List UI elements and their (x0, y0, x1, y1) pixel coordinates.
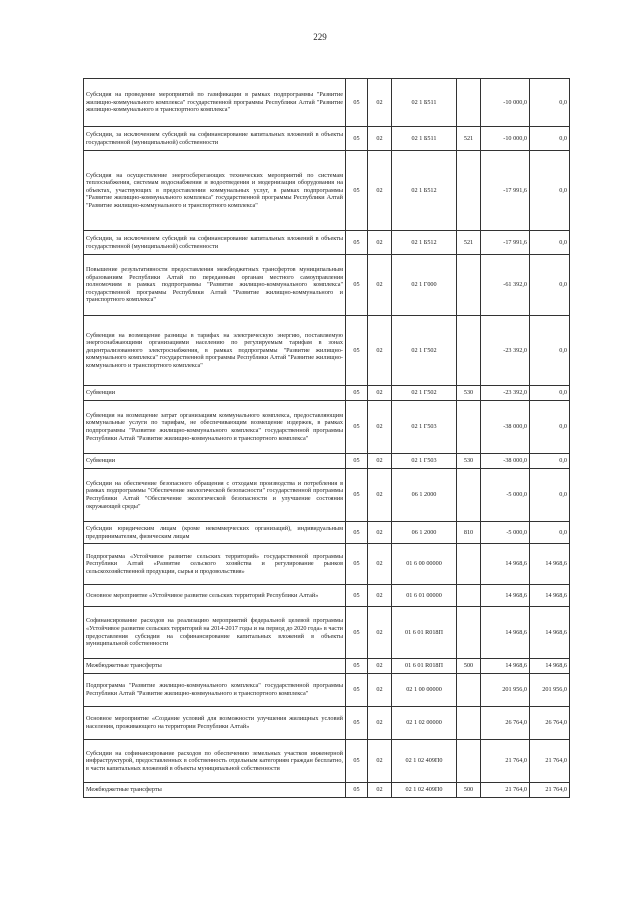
expense-type-code: 500 (457, 659, 481, 674)
subsection-code: 02 (368, 79, 392, 127)
section-code: 05 (346, 231, 368, 255)
amount-change: 14 968,6 (481, 544, 530, 585)
amount-change: 14 968,6 (481, 607, 530, 659)
target-article-code: 01 6 01 R018П (392, 607, 457, 659)
expense-type-code: 530 (457, 454, 481, 469)
target-article-code: 06 1 2000 (392, 522, 457, 544)
amount-change: -38 000,0 (481, 454, 530, 469)
subsection-code: 02 (368, 707, 392, 740)
table-row (84, 231, 570, 255)
row-name: Межбюджетные трансферты (84, 783, 346, 798)
expense-type-code (457, 401, 481, 454)
row-name: Субвенция на возмещение разницы в тарифах на электрическую энергию, поставляемую энергоснабжающими организациями населению по регулируемым тарифам в зонах децентрализованного электроснабжения, в рамках подпрограммы "Развитие жилищно-коммунального комплекса" государственной программы Республики Алтай "Развитие жилищно-коммунального и транспортного комплекса" (84, 316, 346, 386)
table-row (84, 585, 570, 607)
table-row (84, 544, 570, 585)
section-code: 05 (346, 740, 368, 783)
amount-total: 21 764,0 (530, 783, 570, 798)
target-article-code: 02 1 Б512 (392, 151, 457, 231)
expense-type-code (457, 585, 481, 607)
amount-total: 0,0 (530, 316, 570, 386)
section-code: 05 (346, 127, 368, 151)
expense-type-code (457, 151, 481, 231)
row-name: Софинансирование расходов на реализацию мероприятий федеральной целевой программы «Устойчивое развитие сельских территорий на 2014-2017 годы и на период до 2020 года» в части предоставления субсидии на софинансирование капитальных вложений в объекты муниципальной собственности (84, 607, 346, 659)
amount-total: 14 968,6 (530, 544, 570, 585)
amount-total: 14 968,6 (530, 585, 570, 607)
row-name: Субсидии, за исключением субсидий на софинансирование капитальных вложений в объекты государственной (муниципальной) собственности (84, 127, 346, 151)
row-name: Субвенции (84, 454, 346, 469)
budget-table-body (84, 79, 570, 798)
row-name: Подпрограмма "Развитие жилищно-коммунального комплекса" государственной программы Республики Алтай "Развитие жилищно-коммунального и транспортного комплекса" (84, 674, 346, 707)
subsection-code: 02 (368, 544, 392, 585)
expense-type-code: 521 (457, 127, 481, 151)
amount-change: 26 764,0 (481, 707, 530, 740)
subsection-code: 02 (368, 255, 392, 316)
subsection-code: 02 (368, 607, 392, 659)
amount-total: 201 956,0 (530, 674, 570, 707)
row-name: Субсидии юридическим лицам (кроме некоммерческих организаций), индивидуальным предпринимателям, физическим лицам (84, 522, 346, 544)
target-article-code: 01 6 00 00000 (392, 544, 457, 585)
table-row (84, 401, 570, 454)
table-row (84, 316, 570, 386)
target-article-code: 02 1 Г502 (392, 386, 457, 401)
section-code: 05 (346, 79, 368, 127)
subsection-code: 02 (368, 454, 392, 469)
amount-total: 26 764,0 (530, 707, 570, 740)
expense-type-code (457, 316, 481, 386)
target-article-code: 02 1 02 409П0 (392, 740, 457, 783)
section-code: 05 (346, 454, 368, 469)
section-code: 05 (346, 659, 368, 674)
table-row (84, 386, 570, 401)
page-number: 229 (313, 32, 327, 42)
amount-change: 21 764,0 (481, 783, 530, 798)
expense-type-code (457, 740, 481, 783)
budget-table (83, 78, 570, 798)
amount-total: 0,0 (530, 401, 570, 454)
section-code: 05 (346, 386, 368, 401)
table-row (84, 79, 570, 127)
expense-type-code (457, 79, 481, 127)
target-article-code: 01 6 01 R018П (392, 659, 457, 674)
amount-total: 0,0 (530, 79, 570, 127)
row-name: Основное мероприятие «Устойчивое развитие сельских территорий Республики Алтай» (84, 585, 346, 607)
row-name: Подпрограмма «Устойчивое развитие сельских территорий» государственной программы Республики Алтай «Развитие сельского хозяйства и регулирование рынков сельскохозяйственной продукции, сырья и продовольствия» (84, 544, 346, 585)
expense-type-code: 521 (457, 231, 481, 255)
amount-change: -10 000,0 (481, 127, 530, 151)
subsection-code: 02 (368, 522, 392, 544)
section-code: 05 (346, 469, 368, 522)
expense-type-code (457, 707, 481, 740)
section-code: 05 (346, 522, 368, 544)
section-code: 05 (346, 316, 368, 386)
row-name: Субсидия на осуществление энергосберегающих технических мероприятий по системам теплоснабжения, системам водоснабжения и водоотведения и модернизация оборудования на объектах, участвующих в предоставлении коммунальных услуг, в рамках подпрограммы "Развитие жилищно-коммунального комплекса" государственной программы Республики Алтай "Развитие жилищно-коммунального и транспортного комплекса" (84, 151, 346, 231)
table-row (84, 151, 570, 231)
amount-total: 0,0 (530, 522, 570, 544)
subsection-code: 02 (368, 740, 392, 783)
table-row (84, 127, 570, 151)
subsection-code: 02 (368, 151, 392, 231)
amount-change: -17 991,6 (481, 151, 530, 231)
amount-change: -10 000,0 (481, 79, 530, 127)
row-name: Межбюджетные трансферты (84, 659, 346, 674)
row-name: Субсидия на проведение мероприятий по газификации в рамках подпрограммы "Развитие жилищно-коммунального комплекса" государственной программы Республики Алтай "Развитие жилищно-коммунального и транспортного комплекса" (84, 79, 346, 127)
amount-total: 0,0 (530, 127, 570, 151)
expense-type-code (457, 255, 481, 316)
table-row (84, 740, 570, 783)
expense-type-code: 810 (457, 522, 481, 544)
subsection-code: 02 (368, 386, 392, 401)
table-row (84, 674, 570, 707)
amount-change: -17 991,6 (481, 231, 530, 255)
target-article-code: 02 1 Г502 (392, 316, 457, 386)
row-name: Субсидии на софинансирование расходов по обеспечению земельных участков инженерной инфраструктурой, предоставленных в собственность отдельным категориям граждан бесплатно, в части капитальных вложений в объекты муниципальной собственности (84, 740, 346, 783)
subsection-code: 02 (368, 127, 392, 151)
target-article-code: 02 1 Б512 (392, 231, 457, 255)
subsection-code: 02 (368, 401, 392, 454)
subsection-code: 02 (368, 783, 392, 798)
target-article-code: 02 1 Г000 (392, 255, 457, 316)
section-code: 05 (346, 401, 368, 454)
expense-type-code: 500 (457, 783, 481, 798)
amount-change: -38 000,0 (481, 401, 530, 454)
target-article-code: 02 1 Б511 (392, 127, 457, 151)
table-row (84, 707, 570, 740)
section-code: 05 (346, 255, 368, 316)
section-code: 05 (346, 607, 368, 659)
section-code: 05 (346, 585, 368, 607)
subsection-code: 02 (368, 659, 392, 674)
row-name: Субсидии, за исключением субсидий на софинансирование капитальных вложений в объекты государственной (муниципальной) собственности (84, 231, 346, 255)
amount-total: 0,0 (530, 255, 570, 316)
row-name: Повышение результативности предоставления межбюджетных трансфертов муниципальным образованиям Республики Алтай по переданным органам местного самоуправления полномочиям в рамках подпрограммы "Развитие жилищно-коммунального комплекса" государственной программы Республики Алтай "Развитие жилищно-коммунального и транспортного комплекса" (84, 255, 346, 316)
table-row (84, 522, 570, 544)
amount-change: 14 968,6 (481, 659, 530, 674)
table-row (84, 255, 570, 316)
amount-change: 201 956,0 (481, 674, 530, 707)
subsection-code: 02 (368, 231, 392, 255)
subsection-code: 02 (368, 469, 392, 522)
amount-total: 14 968,6 (530, 607, 570, 659)
target-article-code: 02 1 02 00000 (392, 707, 457, 740)
expense-type-code (457, 544, 481, 585)
target-article-code: 01 6 01 00000 (392, 585, 457, 607)
table-row (84, 607, 570, 659)
amount-total: 0,0 (530, 231, 570, 255)
amount-change: -5 000,0 (481, 522, 530, 544)
expense-type-code: 530 (457, 386, 481, 401)
row-name: Субсидии на обеспечение безопасного обращения с отходами производства и потребления в рамках подпрограммы "Обеспечение экологической безопасности" государственной программы Республики Алтай "Обеспечение экологической безопасности и улучшение состояния окружающей среды" (84, 469, 346, 522)
amount-change: -23 392,0 (481, 386, 530, 401)
row-name: Субвенция на возмещение затрат организациям коммунального комплекса, предоставляющим коммунальные услуги по тарифам, не обеспечивающим возмещение издержек, в рамках подпрограммы "Развитие жилищно-коммунального комплекса" государственной программы Республики Алтай "Развитие жилищно-коммунального и транспортного комплекса" (84, 401, 346, 454)
target-article-code: 02 1 Б511 (392, 79, 457, 127)
amount-change: 21 764,0 (481, 740, 530, 783)
section-code: 05 (346, 674, 368, 707)
table-row (84, 469, 570, 522)
amount-change: 14 968,6 (481, 585, 530, 607)
row-name: Субвенции (84, 386, 346, 401)
target-article-code: 02 1 Г503 (392, 454, 457, 469)
table-row (84, 783, 570, 798)
table-row (84, 659, 570, 674)
row-name: Основное мероприятие «Создание условий для возможности улучшения жилищных условий населения, проживающего на территории Республики Алтай» (84, 707, 346, 740)
section-code: 05 (346, 151, 368, 231)
amount-change: -5 000,0 (481, 469, 530, 522)
amount-total: 0,0 (530, 454, 570, 469)
target-article-code: 06 1 2000 (392, 469, 457, 522)
amount-total: 14 968,6 (530, 659, 570, 674)
amount-total: 0,0 (530, 469, 570, 522)
subsection-code: 02 (368, 585, 392, 607)
expense-type-code (457, 607, 481, 659)
expense-type-code (457, 469, 481, 522)
amount-change: -23 392,0 (481, 316, 530, 386)
target-article-code: 02 1 00 00000 (392, 674, 457, 707)
subsection-code: 02 (368, 316, 392, 386)
amount-total: 0,0 (530, 151, 570, 231)
target-article-code: 02 1 02 409П0 (392, 783, 457, 798)
section-code: 05 (346, 783, 368, 798)
subsection-code: 02 (368, 674, 392, 707)
target-article-code: 02 1 Г503 (392, 401, 457, 454)
amount-change: -61 392,0 (481, 255, 530, 316)
amount-total: 0,0 (530, 386, 570, 401)
table-row (84, 454, 570, 469)
expense-type-code (457, 674, 481, 707)
section-code: 05 (346, 707, 368, 740)
amount-total: 21 764,0 (530, 740, 570, 783)
section-code: 05 (346, 544, 368, 585)
